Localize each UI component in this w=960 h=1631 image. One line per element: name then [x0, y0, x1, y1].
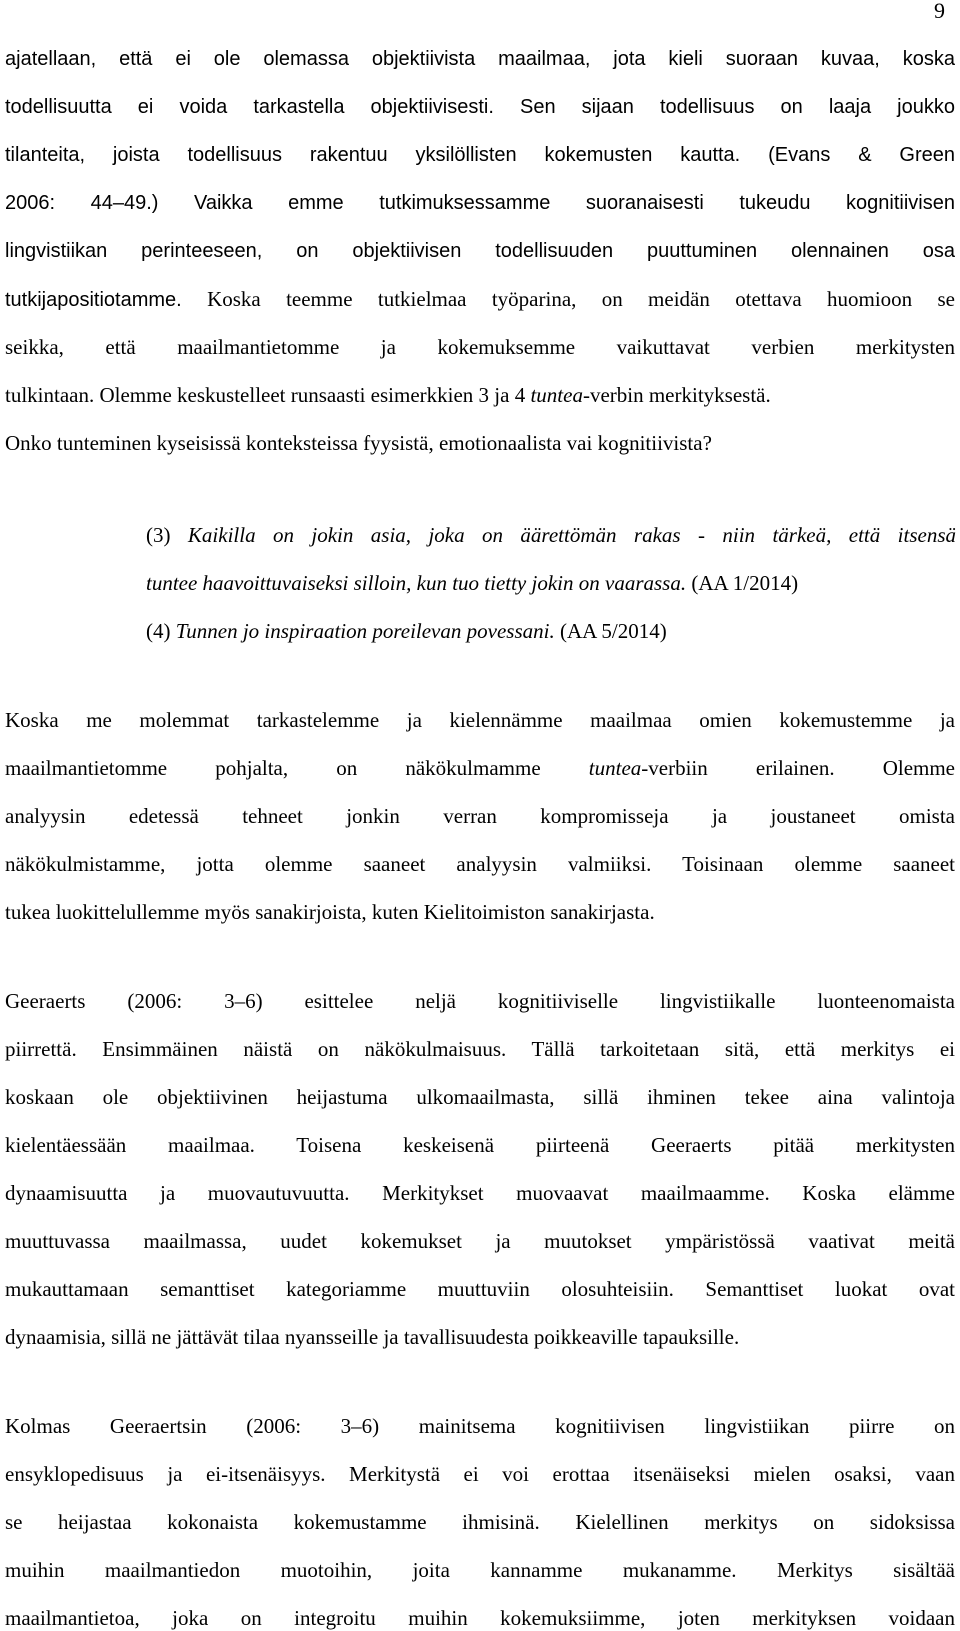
paragraph-1-line-8-end: -verbin merkityksestä. [582, 383, 771, 407]
paragraph-2-line-4: näkökulmistamme, jotta olemme saaneet analyysin valmiiksi. Toisinaan olemme saaneet [5, 852, 955, 876]
paragraph-1-line-3: tilanteita, joista todellisuus rakentuu yksilöllisten kokemusten kautta. (Evans & Green [5, 144, 955, 166]
example-4-line [146, 618, 667, 644]
paragraph-1-line-9: Onko tunteminen kyseisissä konteksteissa fyysistä, emotionaalista vai kognitiivista? [5, 431, 712, 455]
paragraph-1-line-7: seikka, että maailmantietomme ja kokemuksemme vaikuttavat verbien merkitysten [5, 335, 955, 359]
example-4-number: (4) [146, 619, 176, 643]
paragraph-1-line-6-start: tutkijapositiotamme. [5, 289, 182, 311]
example-4-source: (AA 5/2014) [554, 619, 667, 643]
paragraph-3-line-8: dynaamisia, sillä ne jättävät tilaa nyansseille ja tavallisuudesta poikkeaville tapauksille. [5, 1325, 740, 1349]
paragraph-4-line-4: muihin maailmantiedon muotoihin, joita kannamme mukanamme. Merkitys sisältää [5, 1558, 955, 1582]
example-4-text: Tunnen jo inspiraation poreilevan povessani. [175, 619, 555, 643]
paragraph-3-line-2: piirrettä. Ensimmäinen näistä on näkökulmaisuus. Tällä tarkoitetaan sitä, että merkitys ei [5, 1037, 955, 1061]
paragraph-1-line-8-start: tulkintaan. Olemme keskustelleet runsaasti esimerkkien 3 ja 4 [5, 383, 531, 407]
paragraph-1-line-6 [5, 286, 955, 312]
example-3-number: (3) [146, 523, 188, 547]
paragraph-1-line-2: todellisuutta ei voida tarkastella objektiivisesti. Sen sijaan todellisuus on laaja joukko [5, 96, 955, 118]
paragraph-2-line-2-start: maailmantietomme pohjalta, on näkökulmamme [5, 756, 589, 780]
paragraph-2-line-5: tukea luokittelullemme myös sanakirjoista, kuten Kielitoimiston sanakirjasta. [5, 900, 655, 924]
example-3-text-start: Kaikilla on jokin asia, joka on äärettömän rakas - niin tärkeä, että itsensä [187, 523, 956, 547]
paragraph-1-line-5: lingvistiikan perinteeseen, on objektiivisen todellisuuden puuttuminen olennainen osa [5, 240, 955, 262]
verb-tuntea-italic-2: tuntea [588, 756, 642, 780]
paragraph-4-line-2: ensyklopedisuus ja ei-itsenäisyys. Merkitystä ei voi erottaa itsenäiseksi mielen osaksi, vaan [5, 1462, 955, 1486]
paragraph-3-line-1: Geeraerts (2006: 3–6) esittelee neljä kognitiiviselle lingvistiikalle luonteenomaista [5, 989, 955, 1013]
paragraph-4-line-3: se heijastaa kokonaista kokemustamme ihmisinä. Kielellinen merkitys on sidoksissa [5, 1510, 955, 1534]
paragraph-2-line-3: analyysin edetessä tehneet jonkin verran kompromisseja ja joustaneet omista [5, 804, 955, 828]
paragraph-2-line-1: Koska me molemmat tarkastelemme ja kielennämme maailmaa omien kokemustemme ja [5, 708, 955, 732]
paragraph-1-line-6-end: Koska teemme tutkielmaa työparina, on meidän otettava huomioon se [181, 287, 955, 311]
paragraph-2-line-2 [5, 755, 955, 781]
verb-tuntea-italic: tuntea [530, 383, 583, 407]
paragraph-3-line-3: koskaan ole objektiivinen heijastuma ulkomaailmasta, sillä ihminen tekee aina valintoja [5, 1085, 955, 1109]
paragraph-1-line-8 [5, 382, 771, 408]
paragraph-3-line-7: mukauttamaan semanttiset kategoriamme muuttuviin olosuhteisiin. Semanttiset luokat ovat [5, 1277, 955, 1301]
paragraph-3-line-6: muuttuvassa maailmassa, uudet kokemukset ja muutokset ympäristössä vaativat meitä [5, 1229, 955, 1253]
paragraph-2-line-2-end: -verbiin erilainen. Olemme [641, 756, 956, 780]
page-number: 9 [934, 0, 945, 23]
paragraph-4-line-1: Kolmas Geeraertsin (2006: 3–6) mainitsema kognitiivisen lingvistiikan piirre on [5, 1414, 955, 1438]
paragraph-1-line-4: 2006: 44–49.) Vaikka emme tutkimuksessamme suoranaisesti tukeudu kognitiivisen [5, 192, 955, 214]
example-3-text-end: tuntee haavoittuvaiseksi silloin, kun tuo tietty jokin on vaarassa. [146, 571, 687, 595]
paragraph-3-line-4: kielentäessään maailmaa. Toisena keskeisenä piirteenä Geeraerts pitää merkitysten [5, 1133, 955, 1157]
paragraph-4-line-5: maailmantietoa, joka on integroitu muihin kokemuksiimme, joten merkityksen voidaan [5, 1606, 955, 1630]
example-3-source: (AA 1/2014) [686, 571, 799, 595]
paragraph-1-line-1: ajatellaan, että ei ole olemassa objektiivista maailmaa, jota kieli suoraan kuvaa, koska [5, 48, 955, 70]
example-3-line-1 [146, 522, 956, 548]
example-3-line-2 [146, 570, 798, 596]
paragraph-3-line-5: dynaamisuutta ja muovautuvuutta. Merkitykset muovaavat maailmaamme. Koska elämme [5, 1181, 955, 1205]
